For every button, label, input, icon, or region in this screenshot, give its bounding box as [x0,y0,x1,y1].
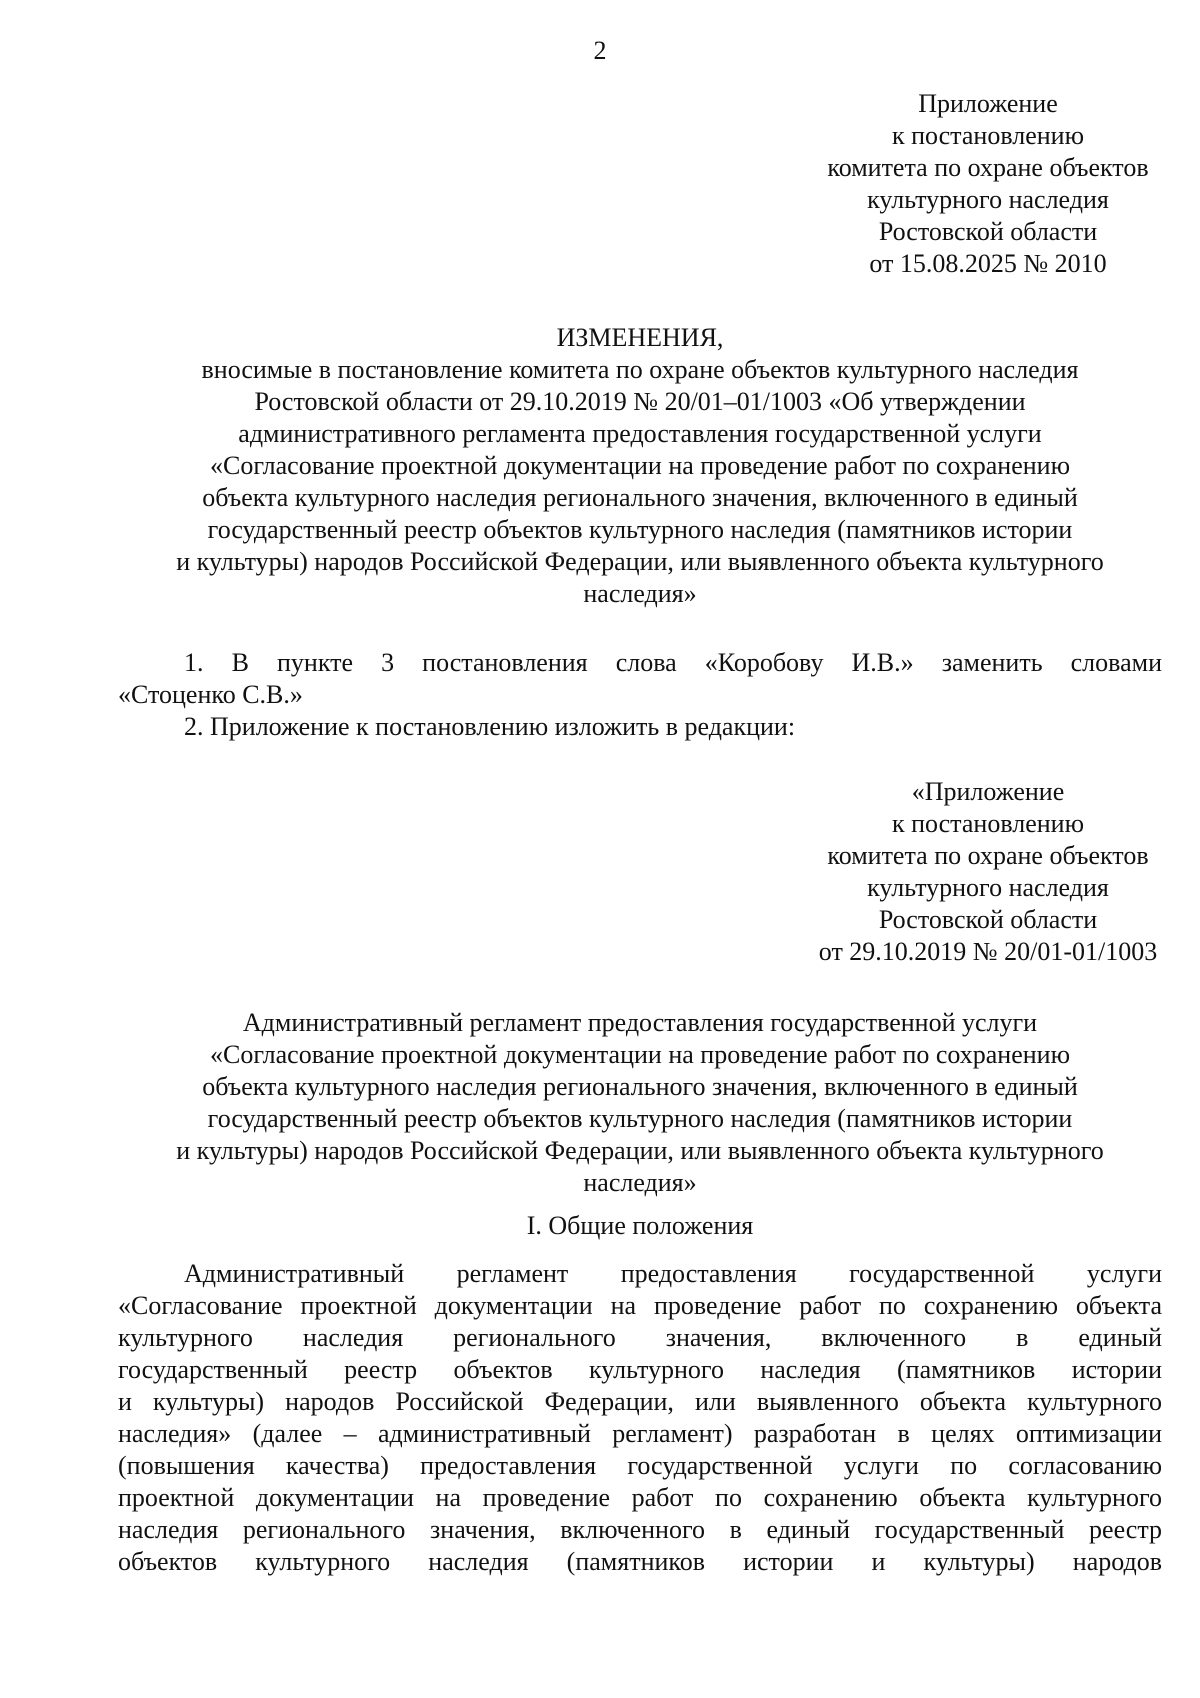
appendix-header-line: к постановлению [891,121,1085,150]
regulation-heading-line: наследия» [583,1168,697,1197]
inner-appendix-line: «Приложение [911,777,1065,806]
item-1-line: 1. В пункте 3 постановления слова «Коробову И.В.» заменить словами [184,648,1162,677]
body-line: наследия» (далее – административный регламент) разработан в целях оптимизации [118,1419,1162,1448]
changes-heading-line: наследия» [583,579,697,608]
body-line: объектов культурного наследия (памятников истории и культуры) народов [118,1547,1162,1576]
appendix-header-line: культурного наследия [867,185,1109,214]
changes-heading-line: административного регламента предоставления государственной услуги [238,419,1042,448]
inner-appendix-line: Ростовской области [878,905,1098,934]
body-line: и культуры) народов Российской Федерации, или выявленного объекта культурного [118,1387,1162,1416]
regulation-heading-line: объекта культурного наследия регионального значения, включенного в единый [202,1072,1078,1101]
body-line: (повышения качества) предоставления государственной услуги по согласованию [118,1451,1162,1480]
body-line: «Согласование проектной документации на проведение работ по сохранению объекта [118,1291,1162,1320]
appendix-header-line: Приложение [918,89,1058,118]
changes-heading-line: и культуры) народов Российской Федерации, или выявленного объекта культурного [176,547,1104,576]
changes-title: ИЗМЕНЕНИЯ, [556,323,724,352]
appendix-header-line: Ростовской области [878,217,1098,246]
changes-heading-line: объекта культурного наследия регионального значения, включенного в единый [202,483,1078,512]
inner-appendix-header [758,776,1200,968]
item-2-text: 2. Приложение к постановлению изложить в редакции: [184,712,796,741]
appendix-header-line: от 15.08.2025 № 2010 [869,249,1107,278]
regulation-heading-line: государственный реестр объектов культурного наследия (памятников истории [207,1104,1073,1133]
regulation-heading-line: «Согласование проектной документации на проведение работ по сохранению [209,1040,1071,1069]
section-title [118,1210,1162,1242]
regulation-heading-line: и культуры) народов Российской Федерации, или выявленного объекта культурного [176,1136,1104,1165]
inner-appendix-line: культурного наследия [867,873,1109,902]
appendix-header [778,88,1198,280]
changes-heading-line: Ростовской области от 29.10.2019 № 20/01–01/1003 «Об утверждении [254,387,1026,416]
changes-heading-line: вносимые в постановление комитета по охране объектов культурного наследия [201,355,1079,384]
inner-appendix-line: комитета по охране объектов [827,841,1149,870]
body-line: наследия регионального значения, включенного в единый государственный реестр [118,1515,1162,1544]
inner-appendix-line: к постановлению [891,809,1085,838]
changes-heading-line: государственный реестр объектов культурного наследия (памятников истории [207,515,1073,544]
body-line: Административный регламент предоставления государственной услуги [184,1259,1162,1288]
body-line: культурного наследия регионального значения, включенного в единый [118,1323,1162,1352]
item-1-line: «Стоценко С.В.» [118,680,303,709]
item-2 [118,711,1162,743]
body-line: государственный реестр объектов культурного наследия (памятников истории [118,1355,1162,1384]
changes-heading-line: «Согласование проектной документации на проведение работ по сохранению [209,451,1071,480]
regulation-heading [118,1007,1162,1199]
body-line: проектной документации на проведение работ по сохранению объекта культурного [118,1483,1162,1512]
section-title-text: I. Общие положения [526,1211,754,1240]
item-1 [118,647,1162,711]
appendix-header-line: комитета по охране объектов [827,153,1149,182]
body-paragraph [118,1258,1162,1578]
page-number: 2 [593,36,607,65]
changes-heading [118,322,1162,610]
inner-appendix-line: от 29.10.2019 № 20/01-01/1003 [818,937,1158,966]
regulation-heading-line: Административный регламент предоставления государственной услуги [242,1008,1038,1037]
